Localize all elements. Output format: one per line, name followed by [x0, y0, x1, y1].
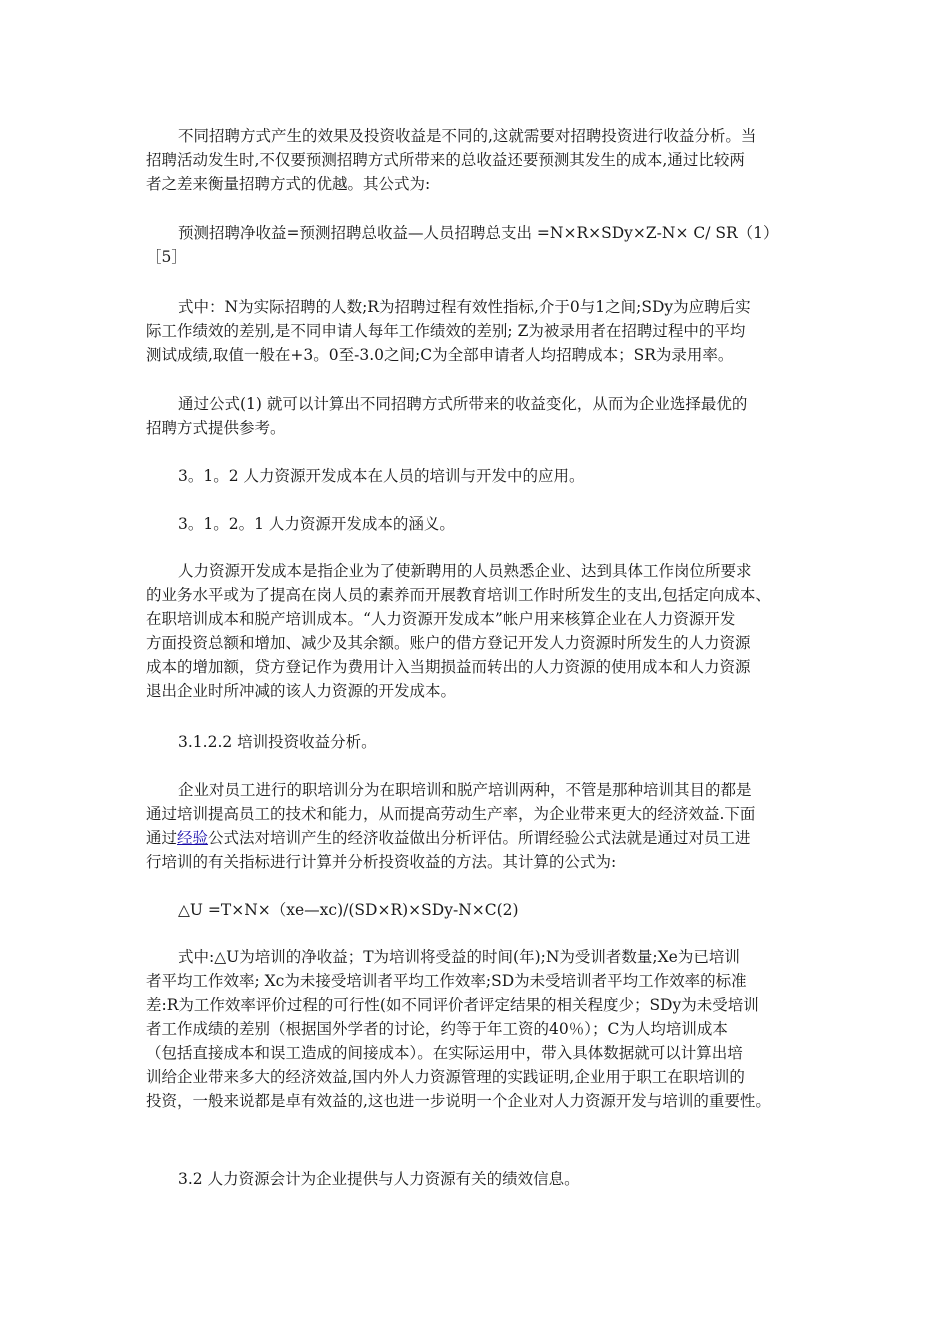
text-line: 投资，一般来说都是卓有效益的,这也进一步说明一个企业对人力资源开发与培训的重要性。: [146, 1092, 771, 1110]
experience-link[interactable]: 经验: [177, 829, 209, 847]
formula-recruitment: [146, 221, 826, 269]
formula-text: △U =T×N×（xe—xc)/(SD×R)×SDy-N×C(2): [178, 901, 519, 919]
heading-text: 3。1。2 人力资源开发成本在人员的培训与开发中的应用。: [178, 467, 585, 485]
text-line: ［5］: [146, 248, 187, 266]
text-line: 方面投资总额和增加、减少及其余额。账户的借方登记开发人力资源时所发生的人力资源: [146, 634, 751, 652]
section-heading-3-1-2-2: [146, 730, 826, 754]
text-line: 测试成绩,取值一般在+3。0至-3.0之间;C为全部申请者人均招聘成本；SR为录用率。: [146, 346, 734, 364]
paragraph-recruitment-analysis: [146, 124, 826, 196]
text-line: 招聘活动发生时,不仅要预测招聘方式所带来的总收益还要预测其发生的成本,通过比较两: [146, 151, 745, 169]
paragraph-formula-explanation: [146, 295, 826, 367]
paragraph-training-investment: [146, 778, 826, 874]
text-line: 退出企业时所冲减的该人力资源的开发成本。: [146, 682, 457, 700]
section-heading-3-1-2-1: [146, 512, 826, 536]
text-line: 在职培训成本和脱产培训成本。“人力资源开发成本”帐户用来核算企业在人力资源开发: [146, 610, 736, 628]
text-line: （包括直接成本和误工造成的间接成本）。在实际运用中，带入具体数据就可以计算出培: [146, 1044, 743, 1062]
text-line: 不同招聘方式产生的效果及投资收益是不同的,这就需要对招聘投资进行收益分析。当: [178, 127, 757, 145]
text-line: 的业务水平或为了提高在岗人员的素养而开展教育培训工作时所发生的支出,包括定向成本、: [146, 586, 771, 604]
text-line: 差:R为工作效率评价过程的可行性(如不同评价者评定结果的相关程度少；SDy为未受培训: [146, 996, 759, 1014]
heading-text: 3。1。2。1 人力资源开发成本的涵义。: [178, 515, 455, 533]
text-line: 训给企业带来多大的经济效益,国内外人力资源管理的实践证明,企业用于职工在职培训的: [146, 1068, 745, 1086]
text-line: 招聘方式提供参考。: [146, 419, 286, 437]
text-segment: 公式法对培训产生的经济收益做出分析评估。所谓经验公式法就是通过对员工进: [208, 829, 751, 847]
text-line: 式中:△U为培训的净收益；T为培训将受益的时间(年);N为受训者数量;Xe为已培训: [178, 948, 740, 966]
text-line: 者之差来衡量招聘方式的优越。其公式为:: [146, 175, 431, 193]
heading-text: 3.2 人力资源会计为企业提供与人力资源有关的绩效信息。: [178, 1170, 580, 1188]
text-line: 成本的增加额，贷方登记作为费用计入当期损益而转出的人力资源的使用成本和人力资源: [146, 658, 751, 676]
text-line: 预测招聘净收益=预测招聘总收益—人员招聘总支出 =N×R×SDy×Z-N× C/ SR（1）: [178, 224, 779, 242]
text-line: 通过公式(1) 就可以计算出不同招聘方式所带来的收益变化，从而为企业选择最优的: [178, 395, 748, 413]
text-line: 企业对员工进行的职培训分为在职培训和脱产培训两种，不管是那种培训其目的都是: [178, 781, 752, 799]
text-line: 者工作成绩的差别（根据国外学者的讨论，约等于年工资的40％）；C为人均培训成本: [146, 1020, 728, 1038]
heading-text: 3.1.2.2 培训投资收益分析。: [178, 733, 377, 751]
formula-training: [146, 898, 826, 922]
text-line: 通过培训提高员工的技术和能力，从而提高劳动生产率，为企业带来更大的经济效益.下面: [146, 805, 756, 823]
text-line: [146, 826, 826, 850]
text-line: 式中：N为实际招聘的人数;R为招聘过程有效性指标,介于0与1之间;SDy为应聘后实: [178, 298, 751, 316]
section-heading-3-2: [146, 1167, 826, 1191]
section-heading-3-1-2: [146, 464, 826, 488]
paragraph-formula-usage: [146, 392, 826, 440]
text-line: 际工作绩效的差别,是不同申请人每年工作绩效的差别; Z为被录用者在招聘过程中的平均: [146, 322, 746, 340]
paragraph-training-formula-explanation: [146, 945, 826, 1113]
paragraph-development-cost: [146, 559, 826, 703]
text-line: 人力资源开发成本是指企业为了使新聘用的人员熟悉企业、达到具体工作岗位所要求: [178, 562, 752, 580]
text-line: 者平均工作效率; Xc为未接受培训者平均工作效率;SD为未受培训者平均工作效率的标准: [146, 972, 747, 990]
text-line: 行培训的有关指标进行计算并分析投资收益的方法。其计算的公式为:: [146, 853, 617, 871]
text-segment: 通过: [146, 829, 178, 847]
